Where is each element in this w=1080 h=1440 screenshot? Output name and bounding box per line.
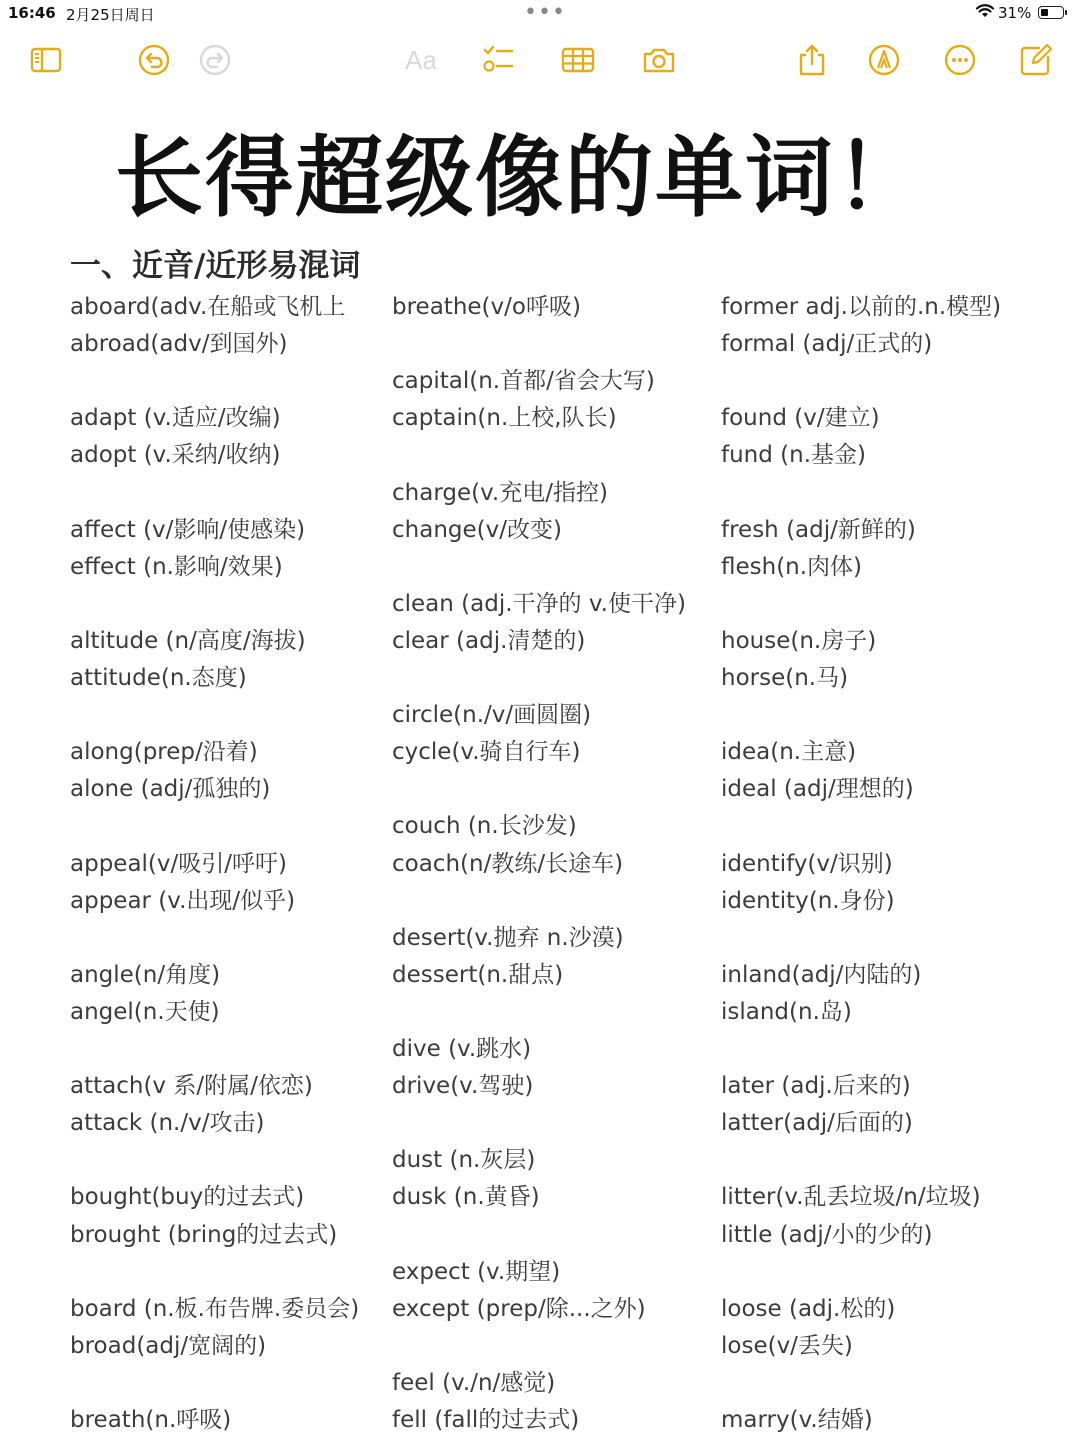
word-entry: fell (fall的过去式) [392, 1407, 580, 1433]
sidebar-icon[interactable] [28, 42, 64, 78]
word-entry: desert(v.抛弃 n.沙漠) [392, 924, 624, 951]
word-entry: bought(buy的过去式) [70, 1184, 305, 1211]
word-entry: dive (v.跳水) [392, 1036, 532, 1062]
word-entry: circle(n./v/画圆圈) [392, 702, 592, 729]
word-entry: ideal (adj/理想的) [721, 776, 914, 803]
word-entry: drive(v.驾驶) [392, 1073, 534, 1100]
more-icon[interactable] [942, 42, 978, 78]
word-entry: captain(n.上校,队长) [392, 405, 617, 432]
word-entry: lose(v/丢失) [721, 1332, 853, 1359]
word-entry: coach(n/教练/长途车) [392, 850, 624, 877]
word-entry: expect (v.期望) [392, 1258, 561, 1285]
undo-icon[interactable] [136, 42, 172, 78]
word-entry: later (adj.后来的) [721, 1073, 911, 1100]
word-entry: idea(n.主意) [721, 739, 857, 766]
word-entry: formal (adj/正式的) [721, 331, 933, 358]
word-entry: attach(v 系/附属/依恋) [70, 1073, 313, 1100]
word-entry: alone (adj/孤独的) [70, 776, 271, 803]
battery-percent: 31% [998, 4, 1032, 22]
word-entry: fund (n.基金) [721, 442, 866, 469]
word-entry: aboard(adv.在船或飞机上 [70, 294, 346, 320]
word-entry: change(v/改变) [392, 516, 562, 543]
word-entry: fresh (adj/新鲜的) [721, 516, 916, 543]
word-entry: broad(adj/宽阔的) [70, 1332, 267, 1359]
word-entry: dusk (n.黄昏) [392, 1184, 540, 1211]
section-heading: 一、近音/近形易混词 [70, 248, 361, 284]
word-entry: horse(n.马) [721, 665, 849, 691]
word-entry: adapt (v.适应/改编) [70, 405, 281, 432]
word-entry: identify(v/识别) [721, 850, 893, 877]
word-entry: house(n.房子) [721, 627, 877, 654]
word-entry: identity(n.身份) [721, 887, 895, 914]
word-entry: dessert(n.甜点) [392, 961, 564, 988]
word-entry: attitude(n.态度) [70, 665, 247, 691]
word-entry: attack (n./v/攻击) [70, 1110, 265, 1137]
word-entry: flesh(n.肉体) [721, 553, 863, 580]
word-entry: breath(n.呼吸) [70, 1407, 232, 1433]
multitask-dots[interactable]: ••• [524, 0, 566, 25]
word-entry: board (n.板.布告牌.委员会) [70, 1295, 360, 1322]
battery-icon [1038, 6, 1064, 19]
word-entry: cycle(v.骑自行车) [392, 739, 581, 766]
status-time: 16:46 [8, 4, 56, 22]
word-entry: adopt (v.采纳/收纳) [70, 442, 281, 469]
share-icon[interactable] [794, 42, 830, 78]
wifi-icon [975, 3, 995, 23]
word-entry: appear (v.出现/似乎) [70, 887, 296, 914]
word-entry: litter(v.乱丢垃圾/n/垃圾) [721, 1184, 981, 1211]
word-entry: abroad(adv/到国外) [70, 331, 288, 358]
word-entry: dust (n.灰层) [392, 1147, 536, 1174]
redo-icon[interactable] [197, 42, 233, 78]
word-entry: affect (v/影响/使感染) [70, 516, 306, 543]
word-entry: appeal(v/吸引/呼吁) [70, 850, 287, 877]
word-entry: marry(v.结婚) [721, 1407, 873, 1433]
word-entry: capital(n.首都/省会大写) [392, 368, 655, 395]
word-entry: except (prep/除...之外) [392, 1295, 646, 1322]
word-entry: altitude (n/高度/海拔) [70, 627, 306, 654]
markup-icon[interactable] [866, 42, 902, 78]
word-entry: loose (adj.松的) [721, 1295, 896, 1322]
camera-icon[interactable] [641, 42, 677, 78]
word-entry: clear (adj.清楚的) [392, 627, 586, 654]
word-entry: brought (bring的过去式) [70, 1221, 338, 1248]
word-entry: angel(n.天使) [70, 998, 220, 1025]
compose-icon[interactable] [1018, 42, 1054, 78]
status-date: 2月25日周日 [66, 6, 155, 24]
word-entry: feel (v./n/感觉) [392, 1369, 556, 1396]
word-entry: angle(n/角度) [70, 961, 221, 988]
word-entry: breathe(v/o呼吸) [392, 294, 581, 320]
word-entry: little (adj/小的少的) [721, 1221, 933, 1248]
text-format-button[interactable]: Aa [405, 44, 437, 75]
word-entry: inland(adj/内陆的) [721, 961, 922, 988]
note-title: 长得超级像的单词！ [114, 126, 925, 229]
word-entry: along(prep/沿着) [70, 739, 258, 766]
word-entry: found (v/建立) [721, 405, 880, 432]
word-entry: former adj.以前的.n.模型) [721, 294, 1002, 320]
status-bar [0, 0, 1080, 28]
word-entry: latter(adj/后面的) [721, 1110, 913, 1137]
word-entry: island(n.岛) [721, 998, 852, 1025]
checklist-icon[interactable] [480, 42, 516, 78]
table-icon[interactable] [560, 42, 596, 78]
word-entry: couch (n.长沙发) [392, 813, 577, 840]
word-entry: effect (n.影响/效果) [70, 553, 283, 580]
word-entry: clean (adj.干净的 v.使干净) [392, 590, 686, 617]
word-entry: charge(v.充电/指控) [392, 479, 608, 506]
